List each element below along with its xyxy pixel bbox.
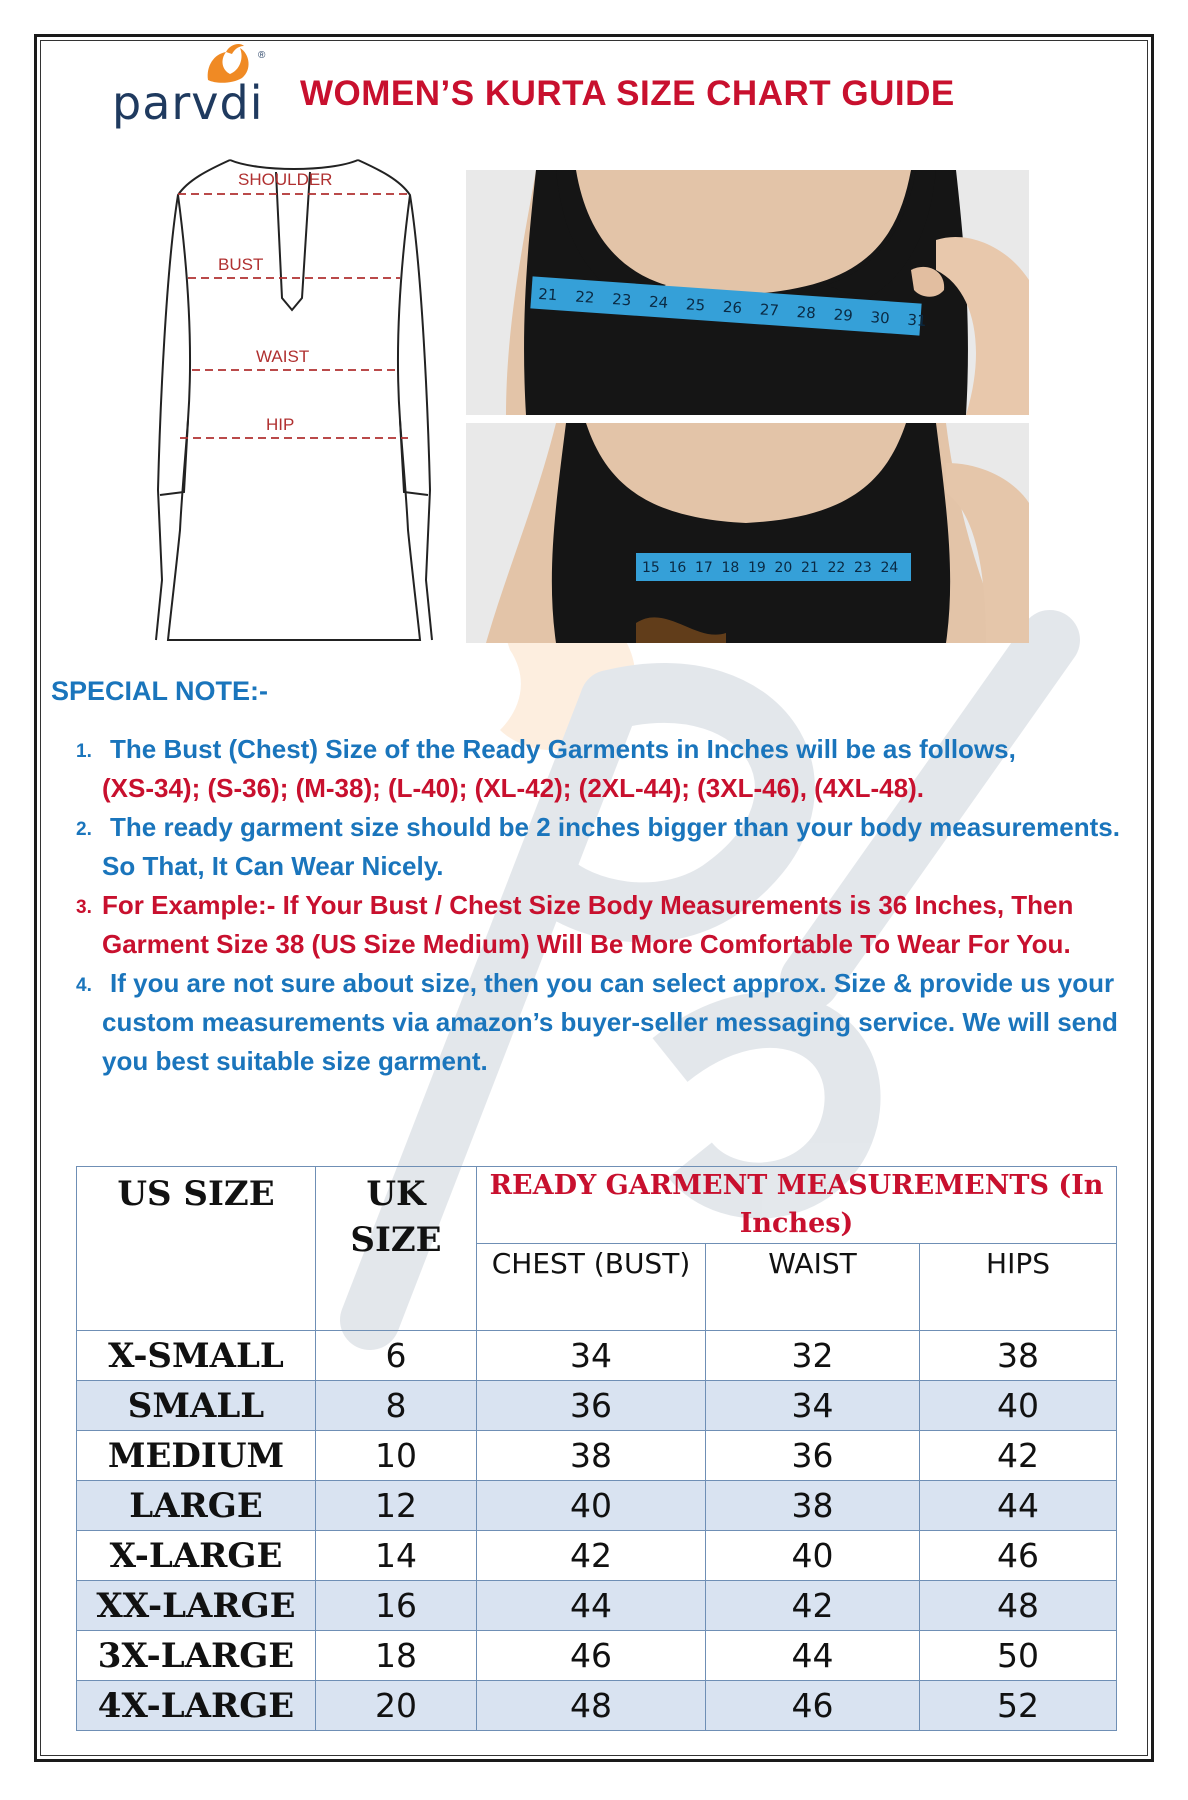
hips-header: HIPS [920, 1244, 1117, 1331]
table-row [77, 1331, 1117, 1381]
shoulder-label: SHOULDER [238, 170, 333, 189]
waist-header: WAIST [706, 1244, 920, 1331]
chest-cell: 34 [477, 1331, 706, 1381]
tape-number: 16 [668, 560, 687, 576]
tape-number: 30 [869, 308, 891, 328]
uk-size-header-text: UK SIZE [350, 1174, 442, 1260]
tape-number: 23 [854, 560, 872, 576]
note-size-list: (XS-34); (S-36); (M-38); (L-40); (XL-42); (2XL-44); (3XL-46), (4XL-48). [102, 773, 924, 803]
note-item-4 [76, 964, 1156, 1081]
hips-cell: 42 [920, 1431, 1117, 1481]
waist-cell: 46 [706, 1681, 920, 1731]
hips-cell: 40 [920, 1381, 1117, 1431]
uk-size-header [316, 1167, 477, 1331]
us-size-cell: MEDIUM [77, 1431, 316, 1481]
chest-cell: 46 [477, 1631, 706, 1681]
ready-garment-header: READY GARMENT MEASUREMENTS (In Inches) [477, 1167, 1117, 1244]
size-table [76, 1166, 1117, 1731]
special-note-list [76, 730, 1156, 1081]
table-row [77, 1631, 1117, 1681]
tape-number: 26 [722, 297, 743, 318]
us-size-cell: SMALL [77, 1381, 316, 1431]
uk-size-cell: 14 [316, 1531, 477, 1581]
underbust-measurement-photo [466, 423, 1029, 643]
kurta-diagram [148, 150, 440, 650]
hips-cell: 44 [920, 1481, 1117, 1531]
uk-size-cell: 20 [316, 1681, 477, 1731]
note-item-2 [76, 808, 1156, 886]
brand-logo [112, 40, 282, 130]
waist-cell: 42 [706, 1581, 920, 1631]
waist-cell: 32 [706, 1331, 920, 1381]
table-row [77, 1531, 1117, 1581]
tape-number: 18 [721, 560, 740, 576]
tape-number: 20 [774, 560, 793, 576]
note-text: For Example:- If Your Bust / Chest Size Body Measurements is 36 Inches, Then Garment Size 38 (US Size Medium) Will Be More Comfortable To Wear For You. [102, 890, 1074, 959]
chest-cell: 38 [477, 1431, 706, 1481]
registered-mark: ® [258, 50, 266, 61]
note-number: 3. [76, 897, 92, 918]
waist-label: WAIST [256, 347, 310, 366]
hips-cell: 52 [920, 1681, 1117, 1731]
note-number: 1. [76, 741, 92, 762]
uk-size-cell: 10 [316, 1431, 477, 1481]
tape-number: 24 [880, 560, 899, 576]
note-text: The ready garment size should be 2 inches bigger than your body measurements. So That, It Can Wear Nicely. [102, 812, 1120, 881]
tape-number: 15 [642, 560, 660, 576]
tape-number: 19 [748, 560, 766, 576]
note-item-3 [76, 886, 1156, 964]
us-size-header [77, 1167, 316, 1331]
logo-wordmark: parvdi [112, 76, 264, 130]
note-number: 4. [76, 975, 92, 996]
uk-size-cell: 18 [316, 1631, 477, 1681]
table-row [77, 1481, 1117, 1531]
uk-size-cell: 16 [316, 1581, 477, 1631]
chest-cell: 40 [477, 1481, 706, 1531]
hips-cell: 46 [920, 1531, 1117, 1581]
note-text: The Bust (Chest) Size of the Ready Garments in Inches will be as follows, [110, 734, 1016, 764]
tape-number: 27 [759, 300, 780, 320]
special-note-heading: SPECIAL NOTE:- [51, 676, 269, 706]
tape-number: 22 [574, 287, 595, 307]
note-number: 2. [76, 819, 92, 840]
hips-cell: 38 [920, 1331, 1117, 1381]
tape-number: 24 [648, 292, 669, 312]
tape-number: 28 [796, 302, 817, 323]
page-title: WOMEN’S KURTA SIZE CHART GUIDE [300, 74, 955, 113]
tape-number: 23 [611, 290, 632, 310]
chest-cell: 44 [477, 1581, 706, 1631]
hip-label: HIP [266, 415, 295, 434]
uk-size-cell: 8 [316, 1381, 477, 1431]
waist-cell: 40 [706, 1531, 920, 1581]
tape-number: 21 [801, 560, 819, 576]
tape-number: 17 [695, 560, 713, 576]
table-header-row [77, 1167, 1117, 1244]
tape-number: 25 [685, 295, 706, 315]
us-size-cell: XX-LARGE [77, 1581, 316, 1631]
table-row [77, 1431, 1117, 1481]
chest-cell: 36 [477, 1381, 706, 1431]
us-size-cell: 3X-LARGE [77, 1631, 316, 1681]
tape-number: 21 [537, 284, 559, 305]
note-item-1 [76, 730, 1156, 808]
note-text: If you are not sure about size, then you can select approx. Size & provide us your custom measurements via amazon’s buyer-seller messaging service. We will send you best suitable size garment. [102, 968, 1118, 1076]
us-size-cell: X-LARGE [77, 1531, 316, 1581]
tape-number: 22 [827, 560, 846, 576]
table-row [77, 1681, 1117, 1731]
table-row [77, 1381, 1117, 1431]
waist-cell: 36 [706, 1431, 920, 1481]
us-size-cell: X-SMALL [77, 1331, 316, 1381]
chest-header: CHEST (BUST) [477, 1244, 706, 1331]
tape-number: 31 [906, 310, 928, 331]
chest-cell: 48 [477, 1681, 706, 1731]
bust-measurement-photo [466, 170, 1029, 415]
us-size-cell: 4X-LARGE [77, 1681, 316, 1731]
waist-cell: 38 [706, 1481, 920, 1531]
uk-size-cell: 6 [316, 1331, 477, 1381]
waist-cell: 44 [706, 1631, 920, 1681]
table-row [77, 1581, 1117, 1631]
waist-cell: 34 [706, 1381, 920, 1431]
us-size-header-text: US SIZE [117, 1174, 275, 1214]
us-size-cell: LARGE [77, 1481, 316, 1531]
hips-cell: 50 [920, 1631, 1117, 1681]
hips-cell: 48 [920, 1581, 1117, 1631]
uk-size-cell: 12 [316, 1481, 477, 1531]
tape-number: 29 [833, 305, 854, 325]
chest-cell: 42 [477, 1531, 706, 1581]
bust-label: BUST [218, 255, 264, 274]
